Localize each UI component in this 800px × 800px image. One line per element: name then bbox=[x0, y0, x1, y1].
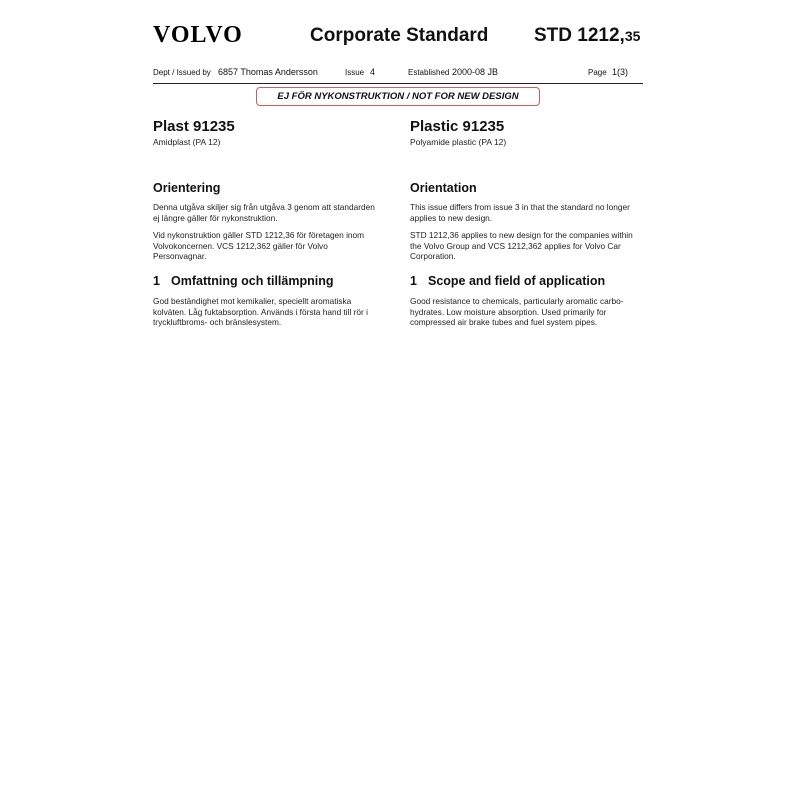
orientation-paragraph-1: This issue differs from issue 3 in that the standard no longer applies to new design. bbox=[410, 202, 630, 223]
header-divider bbox=[153, 83, 643, 84]
swedish-section-1-title: Omfattning och tillämpning bbox=[171, 274, 334, 288]
dept-value: 6857 Thomas Andersson bbox=[218, 67, 318, 77]
orientering-paragraph-2: Vid nykonstruktion gäller STD 1212,36 för företagen inom Volvokoncernen. VCS 1212,362 gäller för Volvo Personvagnar. bbox=[153, 230, 365, 261]
standard-number bbox=[534, 25, 640, 47]
orientation-paragraph-2: STD 1212,36 applies to new design for the companies within the Volvo Group and VCS 1212,362 applies for Volvo Car Corporation. bbox=[410, 230, 633, 261]
established-label: Established bbox=[408, 68, 450, 77]
volvo-logo: VOLVO bbox=[153, 22, 243, 48]
page-label: Page bbox=[588, 68, 607, 77]
orientering-paragraph-1: Denna utgåva skiljer sig från utgåva 3 genom att standarden ej längre gäller för nykonstruktion. bbox=[153, 202, 375, 223]
swedish-section-1-number: 1 bbox=[153, 274, 160, 288]
swedish-title: Plast 91235 bbox=[153, 118, 235, 135]
orientering-heading: Orientering bbox=[153, 181, 221, 195]
document-title: Corporate Standard bbox=[310, 25, 489, 46]
swedish-section-1-paragraph: God beständighet mot kemikalier, speciellt aromatiska kolväten. Låg fuktabsorption. Används i första hand till rör i tryckluftbroms- och bränslesystem. bbox=[153, 296, 368, 327]
issue-label: Issue bbox=[345, 68, 365, 77]
established-value: 2000-08 JB bbox=[452, 67, 499, 77]
standard-number-main: STD 1212, bbox=[534, 25, 625, 46]
orientation-heading: Orientation bbox=[410, 181, 477, 195]
english-subtitle: Polyamide plastic (PA 12) bbox=[410, 137, 507, 147]
english-section-1-paragraph: Good resistance to chemicals, particularly aromatic carbo-hydrates. Low moisture absorption. Used primarily for compressed air brake tubes and fuel system pipes. bbox=[410, 296, 624, 327]
english-section-1-heading bbox=[410, 274, 605, 288]
not-for-new-design-banner: EJ FÖR NYKONSTRUKTION / NOT FOR NEW DESIGN bbox=[256, 87, 540, 106]
standard-number-sub: 35 bbox=[624, 28, 641, 44]
dept-label: Dept / Issued by bbox=[153, 68, 211, 77]
swedish-section-1-heading bbox=[153, 274, 334, 288]
issue-value: 4 bbox=[370, 67, 376, 77]
english-section-1-number: 1 bbox=[410, 274, 417, 288]
swedish-subtitle: Amidplast (PA 12) bbox=[153, 137, 221, 147]
english-section-1-title: Scope and field of application bbox=[428, 274, 606, 288]
page-value: 1(3) bbox=[612, 67, 629, 77]
english-title: Plastic 91235 bbox=[410, 118, 505, 135]
